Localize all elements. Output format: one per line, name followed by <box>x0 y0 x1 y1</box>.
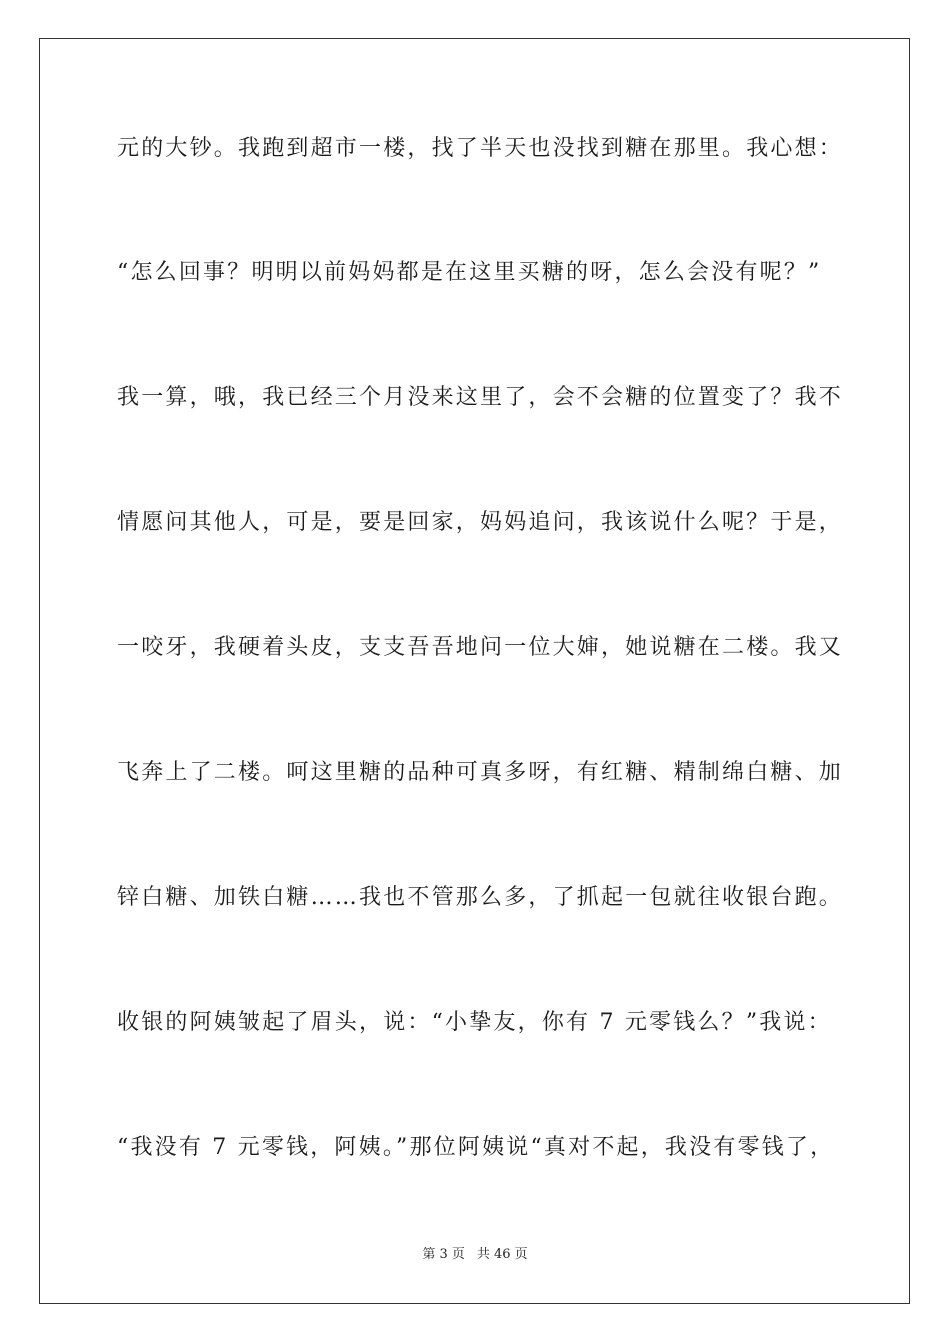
body-text-line-1: 元的大钞。我跑到超市一楼，找了半天也没找到糖在那里。我心想： <box>117 136 844 161</box>
body-text-line-2: “怎么回事？明明以前妈妈都是在这里买糖的呀，怎么会没有呢？” <box>117 260 822 285</box>
body-text-line-7: 锌白糖、加铁白糖……我也不管那么多，了抓起一包就往收银台跑。 <box>117 885 844 910</box>
total-pages: 共 46 页 <box>476 1247 528 1262</box>
page-number: 第 3 页 <box>422 1247 465 1262</box>
body-text-line-5: 一咬牙，我硬着头皮，支支吾吾地问一位大婶，她说糖在二楼。我又 <box>117 635 844 660</box>
body-text-line-3: 我一算，哦，我已经三个月没来这里了，会不会糖的位置变了？我不 <box>117 385 844 410</box>
page-border <box>39 38 910 1304</box>
page-footer <box>0 1246 950 1264</box>
body-text-line-4: 情愿问其他人，可是，要是回家，妈妈追问，我该说什么呢？于是， <box>117 510 844 535</box>
body-text-line-9: “我没有 7 元零钱，阿姨。”那位阿姨说“真对不起，我没有零钱了， <box>117 1135 835 1160</box>
body-text-line-8: 收银的阿姨皱起了眉头，说：“小挚友，你有 7 元零钱么？”我说： <box>117 1010 832 1035</box>
body-text-line-6: 飞奔上了二楼。呵这里糖的品种可真多呀，有红糖、精制绵白糖、加 <box>117 760 844 785</box>
